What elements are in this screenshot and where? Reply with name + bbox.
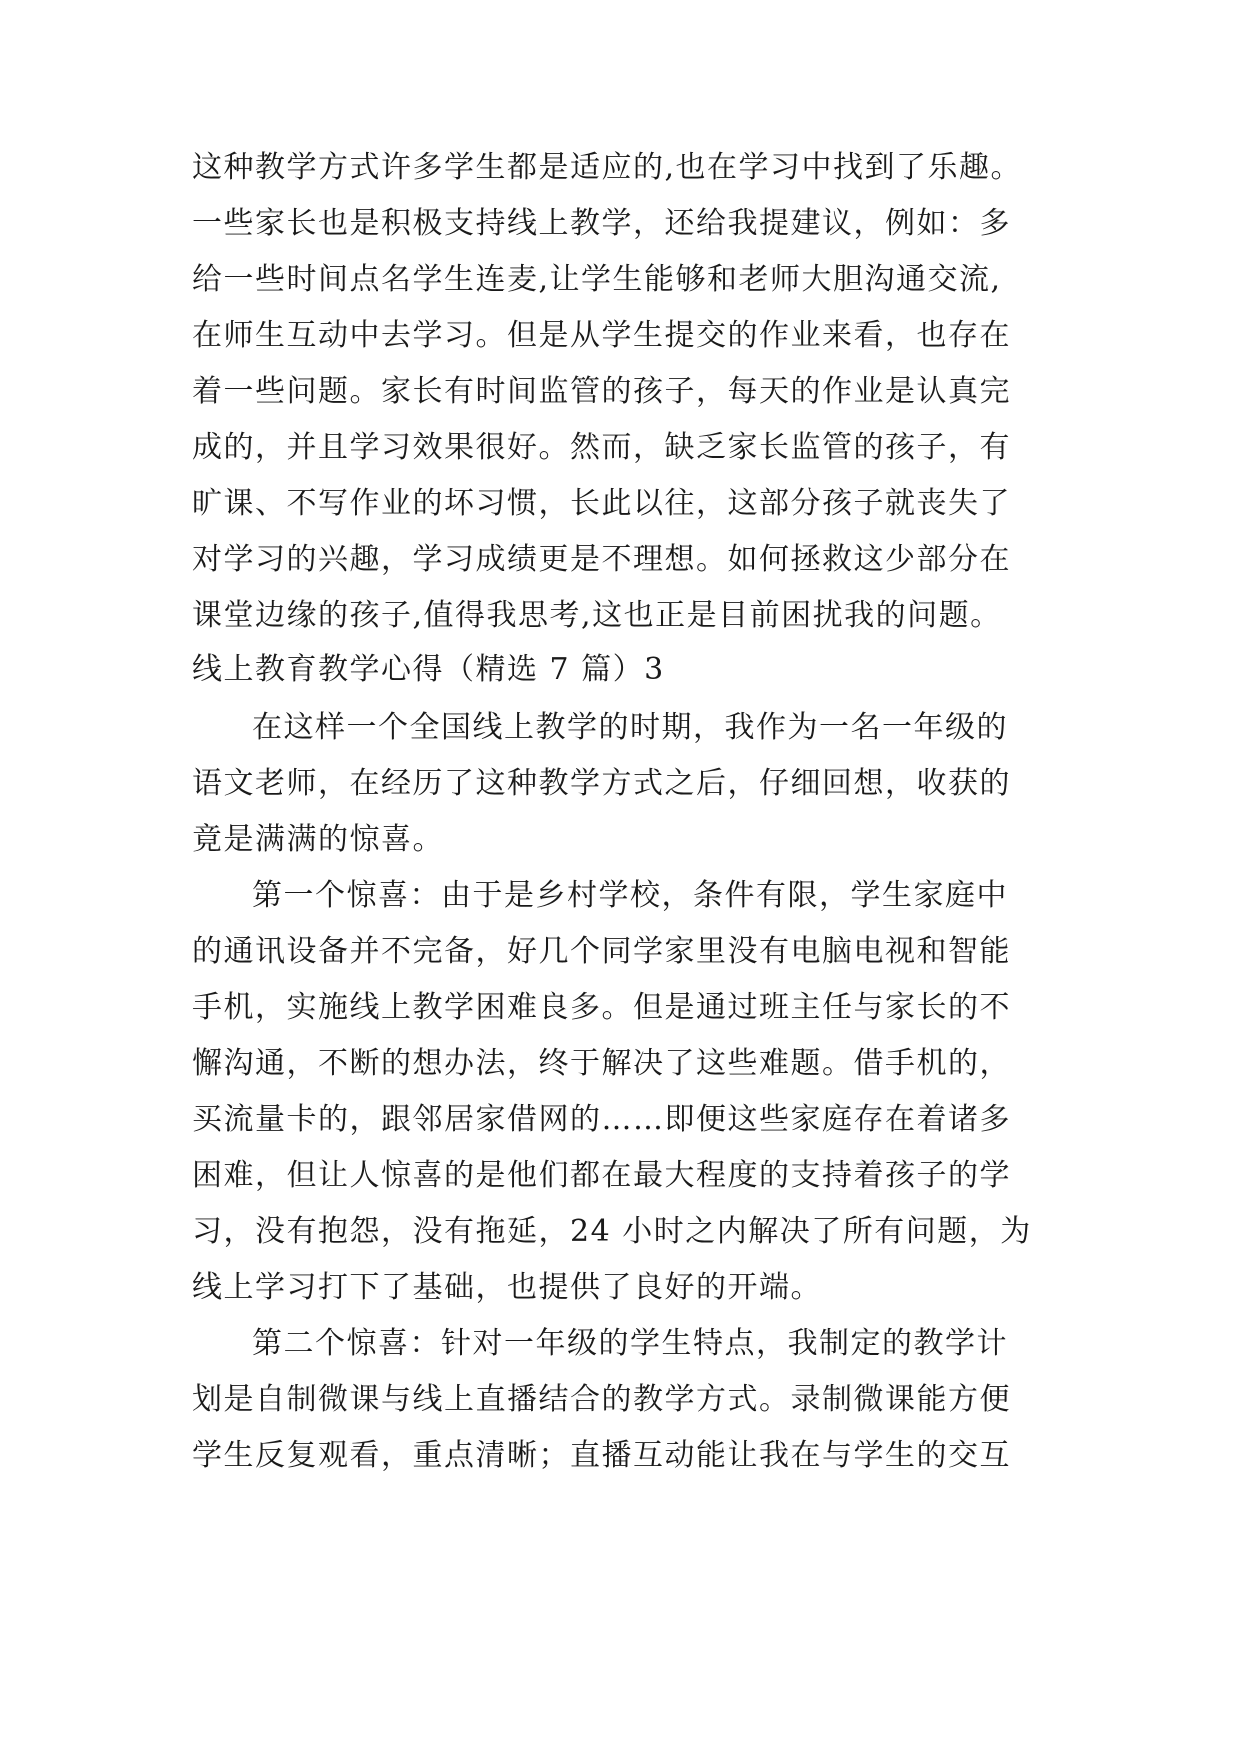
text-line: 着一些问题。家长有时间监管的孩子，每天的作业是认真完	[192, 374, 1011, 409]
text-line: 线上学习打下了基础，也提供了良好的开端。	[192, 1270, 822, 1305]
text-line: 语文老师，在经历了这种教学方式之后，仔细回想，收获的	[192, 766, 1011, 801]
text-line: 的通讯设备并不完备，好几个同学家里没有电脑电视和智能	[192, 934, 1011, 969]
text-line: 习，没有抱怨，没有拖延，24 小时之内解决了所有问题，为	[192, 1214, 1032, 1249]
text-line: 旷课、不写作业的坏习惯，长此以往，这部分孩子就丧失了	[192, 486, 1011, 521]
text-line: 学生反复观看，重点清晰；直播互动能让我在与学生的交互	[192, 1438, 1011, 1473]
text-line: 手机，实施线上教学困难良多。但是通过班主任与家长的不	[192, 990, 1011, 1025]
text-line: 成的，并且学习效果很好。然而，缺乏家长监管的孩子，有	[192, 430, 1011, 465]
text-line: 给一些时间点名学生连麦,让学生能够和老师大胆沟通交流,	[192, 262, 1002, 297]
text-line: 这种教学方式许多学生都是适应的,也在学习中找到了乐趣。	[192, 150, 1023, 185]
paragraph-first-line: 在这样一个全国线上教学的时期，我作为一名一年级的	[252, 710, 1008, 745]
text-line: 一些家长也是积极支持线上教学，还给我提建议，例如：多	[192, 206, 1011, 241]
text-line: 课堂边缘的孩子,值得我思考,这也正是目前困扰我的问题。	[192, 598, 1002, 633]
section-heading: 线上教育教学心得（精选 7 篇）3	[192, 652, 665, 687]
text-line: 在师生互动中去学习。但是从学生提交的作业来看，也存在	[192, 318, 1011, 353]
paragraph-first-line: 第二个惊喜：针对一年级的学生特点，我制定的教学计	[252, 1326, 1008, 1361]
text-line: 划是自制微课与线上直播结合的教学方式。录制微课能方便	[192, 1382, 1011, 1417]
text-line: 竟是满满的惊喜。	[192, 822, 444, 857]
text-line: 买流量卡的，跟邻居家借网的……即便这些家庭存在着诸多	[192, 1102, 1011, 1137]
text-line: 对学习的兴趣，学习成绩更是不理想。如何拯救这少部分在	[192, 542, 1011, 577]
text-line: 困难，但让人惊喜的是他们都在最大程度的支持着孩子的学	[192, 1158, 1011, 1193]
paragraph-first-line: 第一个惊喜：由于是乡村学校，条件有限，学生家庭中	[252, 878, 1008, 913]
text-line: 懈沟通，不断的想办法，终于解决了这些难题。借手机的，	[192, 1046, 1011, 1081]
